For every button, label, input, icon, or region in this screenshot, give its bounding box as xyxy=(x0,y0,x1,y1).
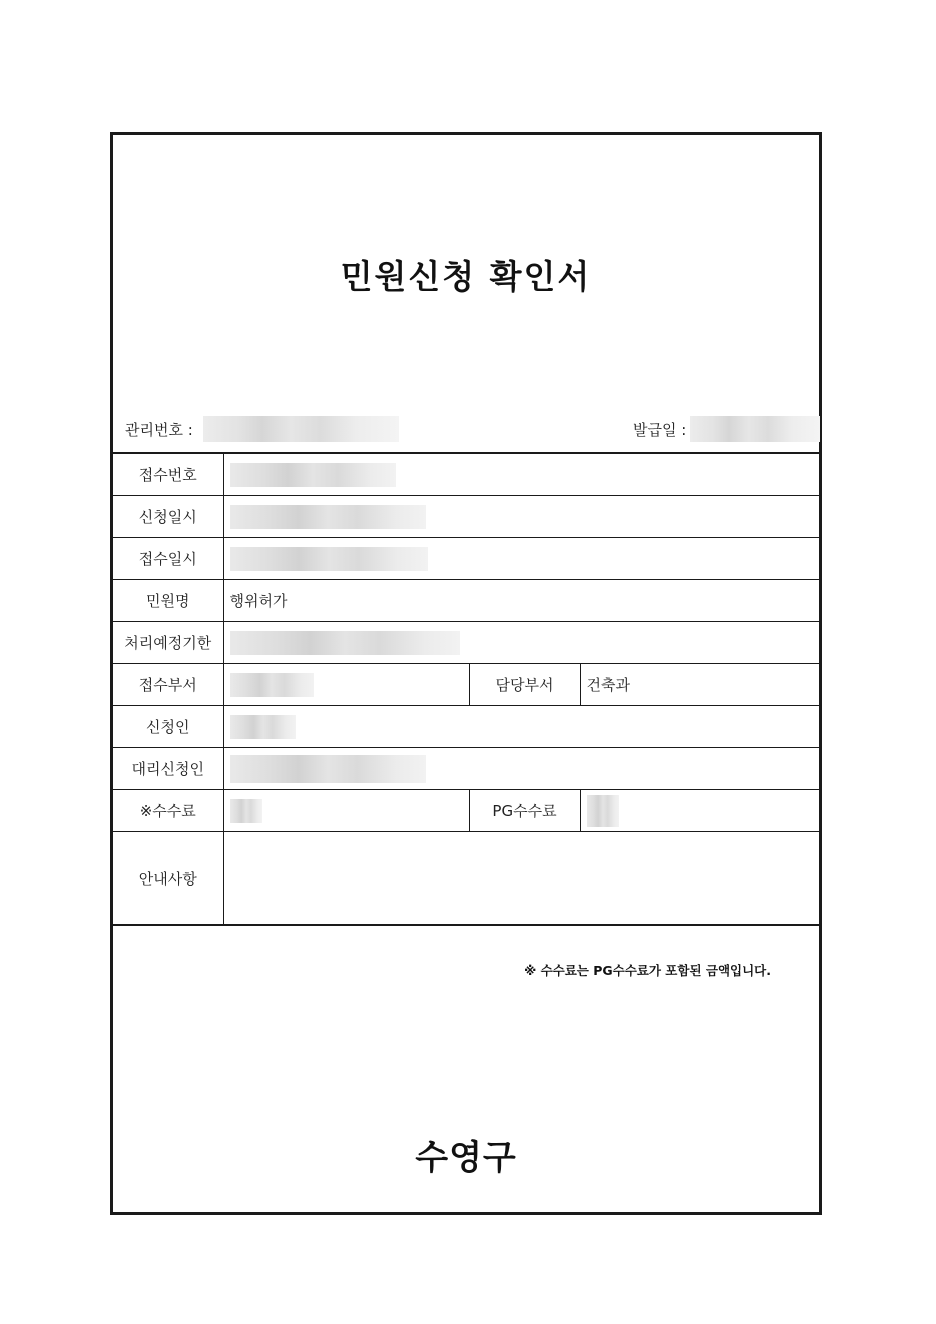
table-row xyxy=(113,622,822,664)
responsible-department-value: 건축과 xyxy=(580,664,822,706)
issue-date-label: 발급일 : xyxy=(633,421,687,439)
responsible-department-label: 담당부서 xyxy=(469,664,580,706)
table-row xyxy=(113,790,822,832)
application-datetime-label: 신청일시 xyxy=(113,496,223,538)
receipt-datetime-value xyxy=(223,538,822,580)
application-datetime-value xyxy=(223,496,822,538)
pg-fee-label: PG수수료 xyxy=(469,790,580,832)
receiving-department-label: 접수부서 xyxy=(113,664,223,706)
table-row xyxy=(113,580,822,622)
redacted-value xyxy=(587,795,619,827)
fee-note: ※ 수수료는 PG수수료가 포함된 금액입니다. xyxy=(524,963,771,978)
receipt-datetime-label: 접수일시 xyxy=(113,538,223,580)
notice-label: 안내사항 xyxy=(113,832,223,926)
issuer-name: 수영구 xyxy=(415,1138,517,1178)
processing-deadline-value xyxy=(223,622,822,664)
redacted-value xyxy=(230,631,460,655)
redacted-value xyxy=(230,799,262,823)
notice-value xyxy=(223,832,822,926)
table-row xyxy=(113,706,822,748)
receipt-number-label: 접수번호 xyxy=(113,453,223,496)
receipt-number-value xyxy=(223,453,822,496)
table-row xyxy=(113,748,822,790)
application-info-table xyxy=(113,452,822,926)
redacted-value xyxy=(230,463,396,487)
fee-label: ※수수료 xyxy=(113,790,223,832)
receiving-department-value xyxy=(223,664,469,706)
processing-deadline-label: 처리예정기한 xyxy=(113,622,223,664)
redacted-value xyxy=(230,755,426,783)
management-number-redacted xyxy=(203,416,399,442)
redacted-value xyxy=(230,715,296,739)
redacted-value xyxy=(230,547,428,571)
redacted-value xyxy=(230,673,314,697)
confirmation-document xyxy=(110,132,822,1215)
table-row xyxy=(113,832,822,926)
table-row xyxy=(113,453,822,496)
table-row xyxy=(113,664,822,706)
issue-date-redacted xyxy=(690,416,820,442)
applicant-value xyxy=(223,706,822,748)
redacted-value xyxy=(230,505,426,529)
document-title: 민원신청 확인서 xyxy=(340,257,592,296)
pg-fee-value xyxy=(580,790,822,832)
table-row xyxy=(113,496,822,538)
management-number-label: 관리번호 : xyxy=(125,421,193,439)
applicant-label: 신청인 xyxy=(113,706,223,748)
agent-applicant-value xyxy=(223,748,822,790)
civil-petition-name-label: 민원명 xyxy=(113,580,223,622)
table-row xyxy=(113,538,822,580)
agent-applicant-label: 대리신청인 xyxy=(113,748,223,790)
civil-petition-name-value: 행위허가 xyxy=(223,580,822,622)
fee-value xyxy=(223,790,469,832)
